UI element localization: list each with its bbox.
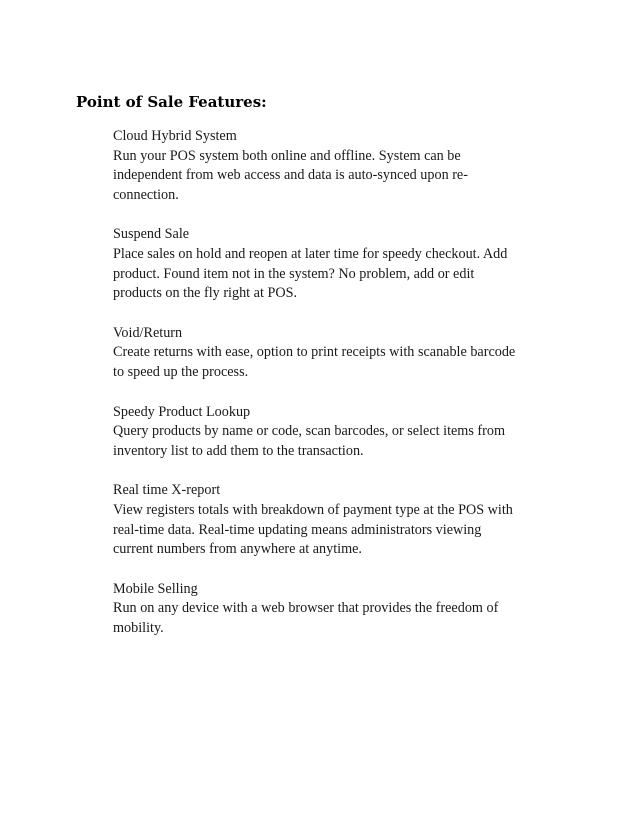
feature-title: Void/Return [113, 324, 183, 341]
feature-speedy-product-lookup [113, 403, 573, 462]
feature-mobile-selling [113, 580, 573, 639]
feature-list [113, 127, 573, 658]
document-heading: Point of Sale Features: [76, 93, 267, 111]
feature-description: Create returns with ease, option to print receipts with scanable barcode to speed up the process. [113, 344, 516, 380]
feature-description: Place sales on hold and reopen at later time for speedy checkout. Add product. Found item not in the system? No problem, add or edit products on the fly right at POS. [113, 245, 508, 302]
feature-title: Speedy Product Lookup [113, 403, 251, 420]
feature-description: Run your POS system both online and offline. System can be independent from web access and data is auto-synced upon re- connection. [113, 147, 468, 203]
feature-real-time-x-report [113, 481, 573, 559]
feature-title: Cloud Hybrid System [113, 128, 237, 144]
feature-description: Query products by name or code, scan barcodes, or select items from inventory list to add them to the transaction. [113, 423, 505, 459]
feature-cloud-hybrid-system [113, 127, 573, 205]
feature-void-return [113, 324, 573, 383]
feature-title: Real time X-report [113, 482, 221, 499]
feature-title: Suspend Sale [113, 226, 190, 243]
feature-title: Mobile Selling [113, 580, 198, 597]
feature-description: View registers totals with breakdown of payment type at the POS with real-time data. Real-time updating means administrators viewing current numbers from anywhere at anytime. [113, 501, 513, 558]
feature-suspend-sale [113, 225, 573, 303]
feature-description: Run on any device with a web browser that provides the freedom of mobility. [113, 600, 499, 636]
